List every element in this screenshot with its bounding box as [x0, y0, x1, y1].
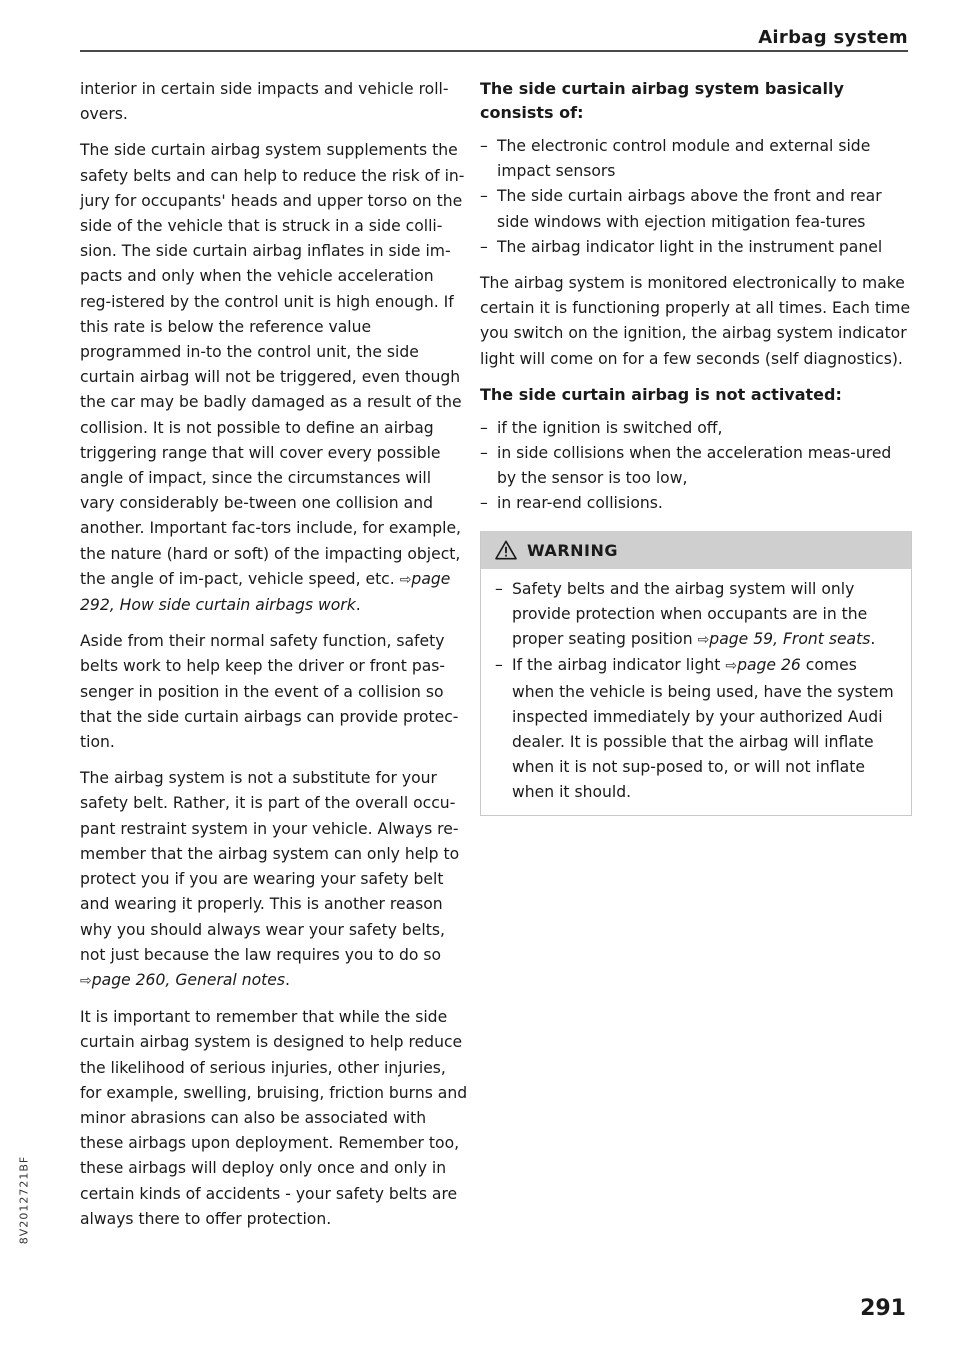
- heading-system-consists: The side curtain airbag system basically consists of:: [480, 79, 844, 122]
- page-number: 291: [860, 1296, 906, 1321]
- warning-triangle-icon: [495, 540, 517, 560]
- warning-list: [495, 577, 897, 806]
- arrow-right-icon: ⇨: [80, 972, 92, 989]
- warning-text: If the airbag indicator light: [512, 656, 721, 675]
- link-page-260[interactable]: page 260, General notes: [91, 970, 285, 989]
- list-item: – The side curtain airbags above the front and rear side windows with ejection mitigation fea-tures: [480, 184, 912, 234]
- arrow-right-icon: ⇨: [725, 658, 738, 675]
- list-not-activated: [480, 416, 912, 517]
- paragraph-text: The airbag system is not a substitute for your safety belt. Rather, it is part of the overall occu-pant restraint system in your vehicle. Always re-member that the airbag system can only help to protect you if you are wearing your safety belt and wearing it properly. This is another reason why you should always wear your safety belts, not just because the law requires you to do so: [80, 769, 460, 964]
- warning-label: WARNING: [527, 540, 618, 560]
- link-page-292[interactable]: page 292, How side curtain airbags work: [80, 569, 451, 615]
- paragraph-rollovers: interior in certain side impacts and vehicle roll-overs.: [80, 80, 449, 124]
- left-column: [80, 77, 468, 1243]
- paragraph-other-injuries: It is important to remember that while the side curtain airbag system is designed to help reduce the likelihood of serious injuries, other injuries, for example, swelling, bruising, friction burns and minor abrasions can also be associated with these airbags upon deployment. Remember too, these airbags will deploy only once and only in certain kinds of accidents - your safety belts are always there to offer protection.: [80, 1008, 468, 1228]
- link-page-59[interactable]: page 59, Front seats: [709, 630, 871, 649]
- side-document-code: [14, 1140, 34, 1260]
- warning-item: – Safety belts and the airbag system will only provide protection when occupants are in the proper seating position ⇨page 59, Front seats.: [495, 577, 897, 654]
- paragraph-safety-belts: Aside from their normal safety function, safety belts work to help keep the driver or front pas-senger in position in the event of a collision so that the side curtain airbags can provide protec-tion.: [80, 632, 459, 752]
- arrow-right-icon: ⇨: [399, 571, 412, 588]
- header-rule: [80, 50, 908, 52]
- warning-box: [480, 531, 912, 816]
- list-item: – if the ignition is switched off,: [480, 416, 912, 441]
- right-column: [480, 77, 912, 816]
- list-item: – The electronic control module and external side impact sensors: [480, 134, 912, 184]
- section-title: Airbag system: [758, 27, 908, 48]
- list-system-components: [480, 134, 912, 260]
- paragraph-monitored: The airbag system is monitored electronically to make certain it is functioning properly at all times. Each time you switch on the ignition, the airbag system indicator light will come on for a few seconds (self diagnostics).: [480, 274, 911, 368]
- warning-text: comes when the vehicle is being used, have the system inspected immediately by your authorized Audi dealer. It is possible that the airbag will inflate when it is not sup-posed to, or will not inflate when it should.: [512, 656, 894, 802]
- warning-text: Safety belts and the airbag system will only provide protection when occupants are in the proper seating position: [512, 579, 868, 649]
- arrow-right-icon: ⇨: [697, 632, 710, 649]
- list-item: – in side collisions when the acceleration meas-ured by the sensor is too low,: [480, 441, 912, 491]
- paragraph-side-curtain-supplement: The side curtain airbag system supplements the safety belts and can help to reduce the risk of in-jury for occupants' heads and upper torso on the side of the vehicle that is struck in a side colli-sion. The side curtain airbag inflates in side im-pacts and only when the vehicle acceleration reg-istered by the control unit is high enough. If this rate is below the reference value programmed in-to the control unit, the side curtain airbag will not be triggered, even though the car may be badly damaged as a result of the collision. It is not possible to define an airbag triggering range that will cover every possible angle of impact, since the circumstances will vary considerably be-tween one collision and another. Important fac-tors include, for example, the nature (hard or soft) of the impacting object, the angle of im-pact, vehicle speed, etc. ⇨page 292, How side curtain airbags work.: [80, 141, 465, 615]
- link-page-26[interactable]: page 26: [737, 656, 801, 675]
- paragraph-text: The side curtain airbag system supplements the safety belts and can help to reduce the risk of in-jury for occupants' heads and upper torso on the side of the vehicle that is struck in a side colli-sion. The side curtain airbag inflates in side im-pacts and only when the vehicle acceleration reg-istered by the control unit is high enough. If this rate is below the reference value programmed in-to the control unit, the side curtain airbag will not be triggered, even though the car may be badly damaged as a result of the collision. It is not possible to define an airbag triggering range that will cover every possible angle of impact, since the circumstances will vary considerably be-tween one collision and another. Important fac-tors include, for example, the nature (hard or soft) of the impacting object, the angle of im-pact, vehicle speed, etc.: [80, 141, 465, 588]
- list-item: – The airbag indicator light in the instrument panel: [480, 235, 912, 260]
- warning-header: [481, 531, 911, 569]
- document-code-text: 8V2012721BF: [17, 1155, 31, 1245]
- paragraph-not-substitute: The airbag system is not a substitute for your safety belt. Rather, it is part of the overall occu-pant restraint system in your vehicle. Always re-member that the airbag system can only help to protect you if you are wearing your safety belt and wearing it properly. This is another reason why you should always wear your safety belts, not just because the law requires you to do so ⇨page 260, General notes.: [80, 769, 460, 989]
- warning-item: [495, 653, 897, 805]
- heading-not-activated: The side curtain airbag is not activated:: [480, 384, 842, 404]
- list-item: – in rear-end collisions.: [480, 491, 912, 516]
